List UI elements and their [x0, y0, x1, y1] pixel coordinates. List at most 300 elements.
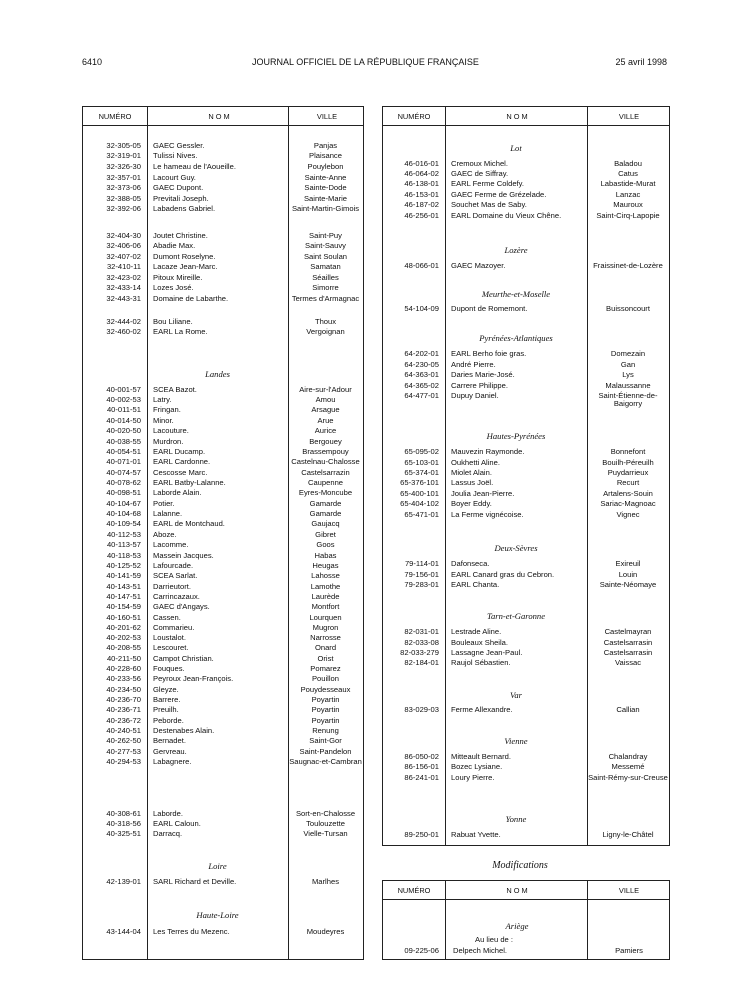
numero: 40-202-53 — [106, 633, 141, 642]
nom: Dupuy Daniel. — [451, 391, 499, 400]
ville: Saint-Rémy-sur-Creuse — [588, 773, 668, 782]
numero: 40-228-60 — [106, 664, 141, 673]
nom: Abadie Max. — [153, 241, 196, 250]
ville: Catus — [618, 169, 638, 178]
numero: 82-031-01 — [404, 627, 439, 636]
ville: Labastide-Murat — [600, 179, 656, 188]
section-heading: Haute-Loire — [196, 910, 239, 920]
ville: Sainte-Anne — [304, 173, 347, 182]
ville: Marlhes — [311, 877, 339, 886]
numero: 40-208-55 — [106, 643, 141, 652]
ville: Pouydesseaux — [300, 685, 351, 694]
ville: Castelnau-Chalosse — [291, 457, 360, 466]
numero: 65-103-01 — [404, 458, 439, 467]
nom: GAEC Dupont. — [153, 183, 204, 192]
section-heading: Landes — [205, 369, 230, 379]
nom: Latry. — [153, 395, 172, 404]
nom: SCEA Sarlat. — [153, 571, 198, 580]
nom: Laborde. — [153, 809, 183, 818]
ville: Gamarde — [309, 509, 342, 518]
ville: Castelsarrasin — [603, 648, 653, 657]
ville: Buissoncourt — [606, 304, 650, 313]
nom: GAEC Mazoyer. — [451, 261, 506, 270]
ville: Puydarrieux — [607, 468, 649, 477]
ville: Castelsarrazin — [301, 468, 350, 477]
ville: Gamarde — [309, 499, 342, 508]
nom: Lestrade Aline. — [451, 627, 502, 636]
nom: Gervreau. — [153, 747, 187, 756]
numero: 79-156-01 — [404, 570, 439, 579]
ville: Arue — [317, 416, 334, 425]
modifications-title: Modifications — [492, 860, 548, 871]
nom: SARL Richard et Deville. — [153, 877, 237, 886]
ville: Renung — [312, 726, 339, 735]
section-heading: Lot — [510, 143, 522, 153]
col-ville: VILLE — [316, 112, 338, 121]
nom: Preuilh. — [153, 705, 179, 714]
modifications-table-header — [383, 881, 669, 900]
left-table — [82, 106, 364, 960]
ville: Onard — [314, 643, 337, 652]
column-divider — [445, 107, 446, 845]
nom: Daries Marie-José. — [451, 370, 515, 379]
numero: 40-078-62 — [106, 478, 141, 487]
nom: Oukhetti Aline. — [451, 458, 500, 467]
ville: Saint-Martin-Gimois — [291, 204, 360, 213]
ville: Goos — [316, 540, 335, 549]
ville: Gaujacq — [311, 519, 340, 528]
nom: GAEC Gessler. — [153, 141, 205, 150]
column-divider — [147, 107, 148, 959]
ville: Domezain — [610, 349, 646, 358]
col-numero: NUMÉRO — [397, 112, 431, 121]
ville: Sort-en-Chalosse — [295, 809, 356, 818]
nom: Lacouture. — [153, 426, 189, 435]
au-lieu-de: Au lieu de : — [475, 935, 513, 944]
numero: 40-014-50 — [106, 416, 141, 425]
nom: EARL Caloun. — [153, 819, 201, 828]
column-divider — [445, 881, 446, 959]
numero: 82-033-08 — [404, 638, 439, 647]
ville: Pamiers — [615, 946, 643, 955]
ville: Fraissinet-de-Lozère — [593, 261, 663, 270]
ville: Chalandray — [608, 752, 648, 761]
nom: Souchet Mas de Saby. — [451, 200, 527, 209]
nom: Laborde Alain. — [153, 488, 202, 497]
ville: Samatan — [310, 262, 341, 271]
section-heading: Vienne — [504, 736, 528, 746]
numero: 40-325-51 — [106, 829, 141, 838]
section-heading: Var — [510, 690, 522, 700]
numero: 46-187-02 — [404, 200, 439, 209]
ville: Pouylebon — [307, 162, 344, 171]
ville: Gibret — [315, 530, 336, 539]
numero: 54-104-09 — [404, 304, 439, 313]
nom: SCEA Bazot. — [153, 385, 197, 394]
numero: 32-388-05 — [106, 194, 141, 203]
section-heading: Tarn-et-Garonne — [486, 611, 546, 621]
numero: 40-071-01 — [106, 457, 141, 466]
nom: Darrieutort. — [153, 582, 191, 591]
ville: Ligny-le-Châtel — [602, 830, 654, 839]
numero: 40-147-51 — [106, 592, 141, 601]
numero: 82-184-01 — [404, 658, 439, 667]
ville: Messemé — [611, 762, 645, 771]
ville: Sainte-Néomaye — [599, 580, 657, 589]
nom: Tulissi Nives. — [153, 151, 198, 160]
nom: Rabuat Yvette. — [451, 830, 501, 839]
col-nom: N O M — [506, 112, 528, 121]
numero: 79-114-01 — [404, 559, 439, 568]
nom: EARL Ducamp. — [153, 447, 206, 456]
numero: 43-144-04 — [106, 927, 141, 936]
numero: 40-125-52 — [106, 561, 141, 570]
nom: Lacourt Guy. — [153, 173, 196, 182]
numero: 32-319-01 — [106, 151, 141, 160]
numero: 32-305-05 — [106, 141, 141, 150]
ville: Lahosse — [311, 571, 340, 580]
nom: Potier. — [153, 499, 175, 508]
numero: 48-066-01 — [404, 261, 439, 270]
nom: Destenabes Alain. — [153, 726, 215, 735]
numero: 83-029-03 — [404, 705, 439, 714]
numero: 46-064-02 — [404, 169, 439, 178]
ville: Plaisance — [309, 151, 342, 160]
numero: 32-373-06 — [106, 183, 141, 192]
nom: Bou Liliane. — [153, 317, 193, 326]
nom: EARL de Montchaud. — [153, 519, 225, 528]
nom: Murdron. — [153, 437, 184, 446]
ville: Simorre — [312, 283, 339, 292]
numero: 82-033-279 — [400, 648, 439, 657]
numero: 40-160-51 — [106, 613, 141, 622]
nom: EARL Ferme Coldefy. — [451, 179, 525, 188]
ville: Panjas — [313, 141, 338, 150]
ville: Vaissac — [614, 658, 642, 667]
nom: Cremoux Michel. — [451, 159, 508, 168]
ville: Sainte-Dode — [304, 183, 347, 192]
nom: Loury Pierre. — [451, 773, 495, 782]
numero: 32-326-30 — [106, 162, 141, 171]
nom: Lalanne. — [153, 509, 183, 518]
ville: Artalens-Souin — [603, 489, 653, 498]
ville: Castelmayran — [604, 627, 652, 636]
nom: Lozes José. — [153, 283, 194, 292]
ville: Gan — [620, 360, 636, 369]
ville: Lys — [622, 370, 634, 379]
numero: 40-201-62 — [106, 623, 141, 632]
numero: 40-143-51 — [106, 582, 141, 591]
numero: 32-443-31 — [106, 294, 141, 303]
ville: Saint-Puy — [309, 231, 342, 240]
left-table-header — [83, 107, 363, 126]
nom: Lacaze Jean-Marc. — [153, 262, 218, 271]
numero: 32-410-11 — [106, 262, 141, 271]
ville: Aurice — [314, 426, 337, 435]
nom: EARL Domaine du Vieux Chêne. — [451, 211, 562, 220]
nom: EARL Chanta. — [451, 580, 500, 589]
numero: 65-374-01 — [404, 468, 439, 477]
nom: La Ferme vignécoise. — [451, 510, 524, 519]
ville: Habas — [314, 551, 337, 560]
nom: Aboze. — [153, 530, 177, 539]
ville: Orist — [317, 654, 334, 663]
numero: 40-294-53 — [106, 757, 141, 766]
nom: Mitteault Bernard. — [451, 752, 511, 761]
ville: Sainte-Marie — [303, 194, 348, 203]
ville: Lamothe — [310, 582, 341, 591]
nom: GAEC d'Angays. — [153, 602, 210, 611]
nom: EARL La Rome. — [153, 327, 208, 336]
ville: Lanzac — [615, 190, 641, 199]
nom: Lafourcade. — [153, 561, 194, 570]
ville: Brassempouy — [302, 447, 349, 456]
nom: Bouleaux Sheila. — [451, 638, 508, 647]
ville: Moudeyres — [306, 927, 345, 936]
numero: 65-400-101 — [400, 489, 439, 498]
nom: Cassen. — [153, 613, 181, 622]
nom: Labadens Gabriel. — [153, 204, 216, 213]
nom: EARL Canard gras du Cebron. — [451, 570, 555, 579]
numero: 65-376-101 — [400, 478, 439, 487]
numero: 42-139-01 — [106, 877, 141, 886]
numero: 40-277-53 — [106, 747, 141, 756]
ville: Exireuil — [615, 559, 641, 568]
nom: Lassus Joël. — [451, 478, 494, 487]
numero: 79-283-01 — [404, 580, 439, 589]
nom: Delpech Michel. — [453, 946, 508, 955]
numero: 32-460-02 — [106, 327, 141, 336]
numero: 40-262-50 — [106, 736, 141, 745]
nom: Bozec Lysiane. — [451, 762, 503, 771]
ville: Poyartin — [311, 695, 340, 704]
numero: 46-153-01 — [404, 190, 439, 199]
numero: 64-202-01 — [404, 349, 439, 358]
numero: 40-141-59 — [106, 571, 141, 580]
nom: Fouques. — [153, 664, 185, 673]
ville: Bonnefont — [610, 447, 646, 456]
numero: 32-406-06 — [106, 241, 141, 250]
ville: Pouillon — [311, 674, 340, 683]
numero: 40-104-67 — [106, 499, 141, 508]
col-nom: N O M — [208, 112, 230, 121]
section-heading: Loire — [208, 861, 227, 871]
numero: 40-002-53 — [106, 395, 141, 404]
nom: Raujol Sébastien. — [451, 658, 511, 667]
numero: 32-407-02 — [106, 252, 141, 261]
nom: Labagnere. — [153, 757, 192, 766]
nom: Dumont Roselyne. — [153, 252, 216, 261]
ville: Poyartin — [311, 705, 340, 714]
ville: Arsague — [311, 405, 340, 414]
numero: 40-233-56 — [106, 674, 141, 683]
numero: 40-104-68 — [106, 509, 141, 518]
numero: 40-001-57 — [106, 385, 141, 394]
nom: Miolet Alain. — [451, 468, 492, 477]
col-numero: NUMÉRO — [98, 112, 132, 121]
numero: 64-477-01 — [404, 391, 439, 400]
numero: 40-211-50 — [106, 654, 141, 663]
ville: Saint-Pandelon — [299, 747, 352, 756]
numero: 32-392-06 — [106, 204, 141, 213]
ville: Amou — [315, 395, 336, 404]
ville: Saint Soulan — [303, 252, 348, 261]
section-heading: Hautes-Pyrénées — [486, 431, 546, 441]
ville: Pomarez — [310, 664, 341, 673]
ville: Louin — [618, 570, 638, 579]
ville: Séailles — [312, 273, 339, 282]
numero: 32-357-01 — [106, 173, 141, 182]
ville: Baladou — [614, 159, 642, 168]
numero: 40-038-55 — [106, 437, 141, 446]
nom: Previtali Joseph. — [153, 194, 209, 203]
col-ville: VILLE — [618, 886, 640, 895]
ville: Bergouey — [309, 437, 342, 446]
ville: Castelsarrasin — [603, 638, 653, 647]
ville: Saint-Étienne-de-Baigorry — [598, 391, 658, 408]
nom: Massein Jacques. — [153, 551, 214, 560]
nom: EARL Cardonne. — [153, 457, 211, 466]
ville: Bouilh-Péreuilh — [602, 458, 654, 467]
ville: Sariac-Magnoac — [600, 499, 656, 508]
numero: 64-365-02 — [404, 381, 439, 390]
numero: 32-444-02 — [106, 317, 141, 326]
numero: 40-074-57 — [106, 468, 141, 477]
nom: Bernadet. — [153, 736, 186, 745]
ville: Termes d'Armagnac — [291, 294, 360, 303]
nom: Lacomme. — [153, 540, 189, 549]
nom: Gleyze. — [153, 685, 179, 694]
section-heading: Meurthe-et-Moselle — [481, 289, 551, 299]
section-heading: Pyrénées-Atlantiques — [479, 333, 553, 343]
col-numero: NUMÉRO — [397, 886, 431, 895]
numero: 64-363-01 — [404, 370, 439, 379]
ville: Caupenne — [307, 478, 344, 487]
numero: 65-471-01 — [404, 510, 439, 519]
column-divider — [587, 881, 588, 959]
ville: Saint-Sauvy — [305, 241, 346, 250]
ville: Vielle-Tursan — [303, 829, 348, 838]
ville: Montfort — [311, 602, 340, 611]
right-table-header — [383, 107, 669, 126]
numero: 32-423-02 — [106, 273, 141, 282]
ville: Saugnac-et-Cambran — [289, 757, 362, 766]
nom: Lescouret. — [153, 643, 189, 652]
numero: 40-308-61 — [106, 809, 141, 818]
numero: 32-433-14 — [106, 283, 141, 292]
nom: Joulia Jean-Pierre. — [451, 489, 515, 498]
nom: Ferme Allexandre. — [451, 705, 513, 714]
ville: Saint-Cirq-Lapopie — [596, 211, 660, 220]
nom: Peborde. — [153, 716, 184, 725]
ville: Heugas — [312, 561, 339, 570]
nom: Dafonseca. — [451, 559, 490, 568]
numero: 86-156-01 — [404, 762, 439, 771]
nom: Peyroux Jean-François. — [153, 674, 234, 683]
nom: GAEC de Siffray. — [451, 169, 509, 178]
section-heading: Ariège — [505, 921, 529, 931]
numero: 40-020-50 — [106, 426, 141, 435]
numero: 40-236-70 — [106, 695, 141, 704]
section-heading: Deux-Sèvres — [494, 543, 538, 553]
numero: 40-109-54 — [106, 519, 141, 528]
numero: 46-138-01 — [404, 179, 439, 188]
numero: 40-112-53 — [106, 530, 141, 539]
ville: Thoux — [314, 317, 337, 326]
col-nom: N O M — [506, 886, 528, 895]
numero: 46-016-01 — [404, 159, 439, 168]
numero: 40-236-72 — [106, 716, 141, 725]
nom: Joutet Christine. — [153, 231, 208, 240]
numero: 65-404-102 — [400, 499, 439, 508]
numero: 86-050-02 — [404, 752, 439, 761]
numero: 40-118-53 — [106, 551, 141, 560]
numero: 40-318-56 — [106, 819, 141, 828]
numero: 65-095-02 — [404, 447, 439, 456]
numero: 40-011-51 — [106, 405, 141, 414]
section-heading: Lozère — [504, 245, 528, 255]
section-heading: Yonne — [505, 814, 527, 824]
modifications-table — [382, 880, 670, 960]
numero: 86-241-01 — [404, 773, 439, 782]
ville: Mugron — [312, 623, 339, 632]
nom: André Pierre. — [451, 360, 496, 369]
page-number: 6410 — [82, 57, 103, 67]
numero: 40-113-57 — [106, 540, 141, 549]
ville: Poyartin — [311, 716, 340, 725]
nom: Les Terres du Mezenc. — [153, 927, 230, 936]
ville: Narrosse — [310, 633, 341, 642]
numero: 40-234-50 — [106, 685, 141, 694]
nom: Minor. — [153, 416, 174, 425]
nom: Domaine de Labarthe. — [153, 294, 229, 303]
nom: Cescosse Marc. — [153, 468, 208, 477]
numero: 40-236-71 — [106, 705, 141, 714]
nom: Mauvezin Raymonde. — [451, 447, 525, 456]
nom: Carrincazaux. — [153, 592, 200, 601]
numero: 32-404-30 — [106, 231, 141, 240]
col-ville: VILLE — [618, 112, 640, 121]
numero: 46-256-01 — [404, 211, 439, 220]
ville: Recurt — [616, 478, 640, 487]
ville: Laurède — [311, 592, 340, 601]
issue-date: 25 avril 1998 — [615, 57, 667, 67]
nom: Commarieu. — [153, 623, 195, 632]
nom: Lassagne Jean-Paul. — [451, 648, 523, 657]
ville: Vergoignan — [306, 327, 345, 336]
ville: Vignec — [616, 510, 640, 519]
nom: EARL Berho foie gras. — [451, 349, 527, 358]
right-table — [382, 106, 670, 846]
nom: Carrere Philippe. — [451, 381, 508, 390]
ville: Toulouzette — [306, 819, 345, 828]
ville: Mauroux — [613, 200, 643, 209]
ville: Lourquen — [309, 613, 342, 622]
nom: Le hameau de l'Aoueille. — [153, 162, 236, 171]
nom: GAEC Ferme de Grézelade. — [451, 190, 547, 199]
numero: 40-054-51 — [106, 447, 141, 456]
ville: Callian — [616, 705, 640, 714]
numero: 40-154-59 — [106, 602, 141, 611]
ville: Saint-Gor — [309, 736, 342, 745]
nom: Boyer Eddy. — [451, 499, 492, 508]
numero: 64-230-05 — [404, 360, 439, 369]
nom: EARL Batby-Lalanne. — [153, 478, 226, 487]
ville: Aire-sur-l'Adour — [299, 385, 352, 394]
numero: 09-225-06 — [404, 946, 439, 955]
numero: 40-098-51 — [106, 488, 141, 497]
nom: Dupont de Romemont. — [451, 304, 528, 313]
